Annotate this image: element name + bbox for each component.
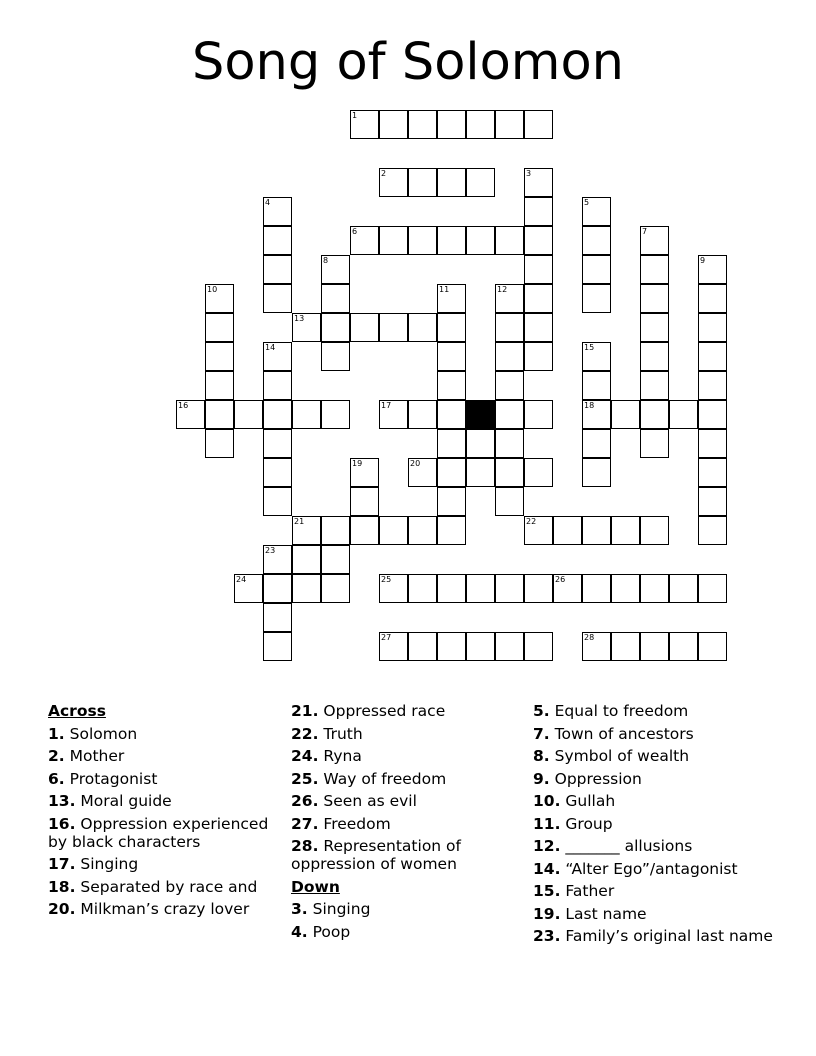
grid-cell[interactable]: [611, 574, 640, 603]
across-clue: [291, 700, 521, 723]
grid-cell[interactable]: [640, 429, 669, 458]
grid-cell[interactable]: [640, 400, 669, 429]
clue-num: 13.: [48, 792, 76, 810]
grid-cell[interactable]: [263, 603, 292, 632]
grid-cell[interactable]: [321, 516, 350, 545]
down-clue: [291, 898, 521, 921]
clue-num: 16.: [48, 814, 76, 833]
grid-cell[interactable]: [437, 226, 466, 255]
grid-cell[interactable]: [582, 226, 611, 255]
grid-cell[interactable]: [437, 429, 466, 458]
grid-cell[interactable]: [408, 313, 437, 342]
grid-cell[interactable]: [698, 400, 727, 429]
page-title: Song of Solomon: [191, 33, 624, 92]
grid-cell[interactable]: [379, 574, 408, 603]
grid-cell[interactable]: [437, 342, 466, 371]
across-clue: [48, 853, 278, 876]
across-heading: Across: [48, 702, 106, 720]
clue-num: 10.: [533, 792, 561, 810]
grid-cell[interactable]: [205, 429, 234, 458]
down-clue: [291, 921, 521, 944]
clue-num: 7.: [533, 724, 550, 743]
grid-cell[interactable]: [698, 632, 727, 661]
grid-cell[interactable]: [640, 574, 669, 603]
grid-cell[interactable]: [408, 168, 437, 197]
grid-cell[interactable]: [263, 226, 292, 255]
grid-cell[interactable]: [263, 255, 292, 284]
grid-cell[interactable]: [495, 371, 524, 400]
clue-num: 21.: [291, 702, 319, 720]
across-clue: [48, 898, 278, 921]
clue-text: Father: [565, 882, 615, 900]
grid-cell[interactable]: [611, 400, 640, 429]
clue-text: Oppression: [554, 769, 642, 788]
grid-cell[interactable]: [263, 284, 292, 313]
clue-num: 6.: [48, 769, 65, 788]
grid-cell[interactable]: [582, 197, 611, 226]
grid-cell[interactable]: [698, 342, 727, 371]
clue-text: Seen as evil: [323, 792, 417, 810]
grid-cell[interactable]: [321, 400, 350, 429]
grid-cell[interactable]: [698, 284, 727, 313]
grid-cell[interactable]: [640, 255, 669, 284]
clue-number: 11: [439, 285, 450, 294]
clue-text: Poop: [312, 922, 351, 941]
grid-cell[interactable]: [495, 632, 524, 661]
grid-cell[interactable]: [524, 632, 553, 661]
clue-number: 18: [584, 401, 595, 410]
grid-cell[interactable]: [234, 574, 263, 603]
grid-cell[interactable]: [698, 516, 727, 545]
grid-cell[interactable]: [466, 458, 495, 487]
grid-cell[interactable]: [263, 400, 292, 429]
clue-num: 3.: [291, 900, 308, 918]
grid-cell[interactable]: [495, 313, 524, 342]
clue-num: 4.: [291, 922, 308, 941]
clue-text: Group: [565, 814, 613, 833]
grid-cell[interactable]: [408, 400, 437, 429]
clue-number: 15: [584, 343, 595, 352]
across-clue: [291, 745, 521, 768]
clue-number: 13: [294, 314, 305, 323]
grid-cell[interactable]: [437, 371, 466, 400]
grid-cell[interactable]: [611, 516, 640, 545]
across-clue: [291, 790, 521, 813]
clue-number: 27: [381, 633, 392, 642]
down-clue: [533, 723, 773, 746]
down-clue: [533, 903, 773, 926]
grid-cell[interactable]: [437, 400, 466, 429]
clue-number: 3: [526, 169, 532, 178]
clue-num: 9.: [533, 769, 550, 788]
clue-text: Family’s original last name: [565, 927, 773, 945]
clue-num: 26.: [291, 792, 319, 810]
across-clue: [291, 813, 521, 836]
grid-cell[interactable]: [437, 110, 466, 139]
clue-number: 22: [526, 517, 537, 526]
grid-cell[interactable]: [321, 545, 350, 574]
grid-cell[interactable]: [263, 342, 292, 371]
grid-cell[interactable]: [379, 400, 408, 429]
clue-text: Protagonist: [69, 769, 158, 788]
clue-number: 8: [323, 256, 329, 265]
clue-text: Last name: [565, 904, 647, 923]
clue-number: 23: [265, 546, 276, 555]
across-clue: [48, 723, 278, 746]
grid-cell[interactable]: [408, 110, 437, 139]
clue-text: “Alter Ego”/antagonist: [565, 859, 738, 878]
down-clue: [533, 745, 773, 768]
grid-cell[interactable]: [437, 458, 466, 487]
clue-text: Milkman’s crazy lover: [80, 900, 250, 918]
grid-cell[interactable]: [582, 574, 611, 603]
grid-cell[interactable]: [437, 168, 466, 197]
grid-cell[interactable]: [553, 574, 582, 603]
grid-cell[interactable]: [350, 487, 379, 516]
grid-cell[interactable]: [437, 313, 466, 342]
clue-text: Oppressed race: [323, 702, 446, 720]
grid-cell[interactable]: [698, 574, 727, 603]
grid-cell[interactable]: [263, 458, 292, 487]
grid-cell[interactable]: [408, 632, 437, 661]
clue-text: Gullah: [565, 792, 616, 810]
across-clue: [48, 745, 278, 768]
across-clue: [48, 876, 278, 899]
grid-cell[interactable]: [321, 574, 350, 603]
grid-cell[interactable]: [205, 313, 234, 342]
grid-cell[interactable]: [466, 168, 495, 197]
clue-num: 12.: [533, 837, 561, 855]
clue-num: 27.: [291, 814, 319, 833]
grid-cell[interactable]: [408, 458, 437, 487]
grid-cell[interactable]: [524, 342, 553, 371]
grid-cell[interactable]: [698, 458, 727, 487]
grid-cell[interactable]: [640, 342, 669, 371]
clue-number: 6: [352, 227, 358, 236]
clue-num: 8.: [533, 747, 550, 765]
black-square: [466, 400, 495, 429]
grid-cell[interactable]: [379, 516, 408, 545]
grid-cell[interactable]: [466, 226, 495, 255]
clue-text: Town of ancestors: [554, 724, 694, 743]
grid-cell[interactable]: [640, 284, 669, 313]
grid-cell[interactable]: [524, 197, 553, 226]
clue-num: 23.: [533, 927, 561, 945]
clue-number: 2: [381, 169, 387, 178]
grid-cell[interactable]: [437, 516, 466, 545]
grid-cell[interactable]: [582, 400, 611, 429]
down-heading: Down: [291, 877, 340, 896]
clue-number: 1: [352, 111, 358, 120]
clue-num: 2.: [48, 747, 65, 765]
clue-text: Separated by race and: [80, 877, 258, 896]
clue-column-2: [291, 700, 521, 943]
grid-cell[interactable]: [176, 400, 205, 429]
grid-cell[interactable]: [350, 458, 379, 487]
clue-number: 25: [381, 575, 392, 584]
down-clue: [533, 813, 773, 836]
grid-cell[interactable]: [495, 342, 524, 371]
grid-cell[interactable]: [350, 110, 379, 139]
grid-cell[interactable]: [524, 400, 553, 429]
grid-cell[interactable]: [698, 429, 727, 458]
grid-cell[interactable]: [292, 400, 321, 429]
grid-cell[interactable]: [263, 371, 292, 400]
grid-cell[interactable]: [495, 574, 524, 603]
clue-number: 9: [700, 256, 706, 265]
grid-cell[interactable]: [205, 342, 234, 371]
grid-cell[interactable]: [292, 313, 321, 342]
grid-cell[interactable]: [205, 371, 234, 400]
grid-cell[interactable]: [640, 516, 669, 545]
grid-cell[interactable]: [263, 632, 292, 661]
grid-cell[interactable]: [321, 313, 350, 342]
clue-text: Freedom: [323, 814, 391, 833]
grid-cell[interactable]: [524, 284, 553, 313]
clue-text: Equal to freedom: [554, 702, 689, 720]
grid-cell[interactable]: [582, 255, 611, 284]
grid-cell[interactable]: [292, 516, 321, 545]
clue-text: Singing: [312, 900, 371, 918]
grid-cell[interactable]: [640, 632, 669, 661]
clue-num: 18.: [48, 877, 76, 896]
down-clue: [533, 768, 773, 791]
grid-cell[interactable]: [524, 168, 553, 197]
down-clue: [533, 925, 773, 948]
grid-cell[interactable]: [292, 545, 321, 574]
grid-cell[interactable]: [466, 429, 495, 458]
across-clue: [48, 813, 278, 854]
grid-cell[interactable]: [698, 313, 727, 342]
clue-number: 5: [584, 198, 590, 207]
across-clue: [291, 835, 521, 876]
grid-cell[interactable]: [611, 632, 640, 661]
clue-num: 19.: [533, 904, 561, 923]
across-clue: [291, 723, 521, 746]
clue-number: 28: [584, 633, 595, 642]
clue-text: Mother: [69, 747, 125, 765]
across-clue: [48, 790, 278, 813]
clue-num: 28.: [291, 837, 319, 855]
grid-cell[interactable]: [553, 516, 582, 545]
clue-number: 14: [265, 343, 276, 352]
grid-cell[interactable]: [466, 632, 495, 661]
grid-cell[interactable]: [640, 371, 669, 400]
clue-number: 20: [410, 459, 421, 468]
grid-cell[interactable]: [669, 632, 698, 661]
grid-cell[interactable]: [582, 632, 611, 661]
clue-number: 16: [178, 401, 189, 410]
clue-num: 1.: [48, 724, 65, 743]
grid-cell[interactable]: [379, 168, 408, 197]
down-clue: [533, 858, 773, 881]
grid-cell[interactable]: [263, 545, 292, 574]
grid-cell[interactable]: [524, 574, 553, 603]
grid-cell[interactable]: [379, 313, 408, 342]
grid-cell[interactable]: [495, 226, 524, 255]
grid-cell[interactable]: [350, 226, 379, 255]
grid-cell[interactable]: [205, 400, 234, 429]
grid-cell[interactable]: [524, 458, 553, 487]
grid-cell[interactable]: [437, 574, 466, 603]
grid-cell[interactable]: [495, 110, 524, 139]
grid-cell[interactable]: [321, 255, 350, 284]
grid-cell[interactable]: [350, 516, 379, 545]
clue-num: 22.: [291, 724, 319, 743]
grid-cell[interactable]: [495, 429, 524, 458]
grid-cell[interactable]: [263, 574, 292, 603]
down-clues-part-2: [533, 700, 773, 948]
grid-cell[interactable]: [640, 226, 669, 255]
down-clues-part-1: [291, 898, 521, 943]
clue-num: 14.: [533, 859, 561, 878]
grid-cell[interactable]: [495, 458, 524, 487]
down-clue: [533, 880, 773, 903]
grid-cell[interactable]: [524, 313, 553, 342]
clue-number: 21: [294, 517, 305, 526]
grid-cell[interactable]: [234, 400, 263, 429]
clue-text: Ryna: [323, 747, 362, 765]
grid-cell[interactable]: [408, 574, 437, 603]
grid-cell[interactable]: [582, 342, 611, 371]
clue-num: 24.: [291, 747, 319, 765]
grid-cell[interactable]: [582, 458, 611, 487]
grid-cell[interactable]: [466, 110, 495, 139]
grid-cell[interactable]: [582, 371, 611, 400]
clue-column-1: [48, 700, 278, 921]
clue-number: 24: [236, 575, 247, 584]
clue-text: Truth: [323, 724, 363, 743]
grid-cell[interactable]: [698, 371, 727, 400]
grid-cell[interactable]: [582, 284, 611, 313]
grid-cell[interactable]: [437, 284, 466, 313]
grid-cell[interactable]: [669, 574, 698, 603]
clue-num: 15.: [533, 882, 561, 900]
grid-cell[interactable]: [408, 226, 437, 255]
across-clue: [291, 768, 521, 791]
across-clue: [48, 768, 278, 791]
grid-cell[interactable]: [437, 632, 466, 661]
clue-number: 26: [555, 575, 566, 584]
clue-text: Symbol of wealth: [554, 747, 690, 765]
grid-cell[interactable]: [524, 516, 553, 545]
grid-cell[interactable]: [205, 284, 234, 313]
grid-cell[interactable]: [263, 197, 292, 226]
grid-cell[interactable]: [379, 110, 408, 139]
clue-text: Solomon: [69, 724, 138, 743]
clue-text: Way of freedom: [323, 769, 447, 788]
down-clue: [533, 835, 773, 858]
across-clues-part-2: [291, 700, 521, 876]
across-clues-part-1: [48, 723, 278, 921]
grid-cell[interactable]: [640, 313, 669, 342]
clue-number: 7: [642, 227, 648, 236]
grid-cell[interactable]: [582, 516, 611, 545]
grid-cell[interactable]: [466, 574, 495, 603]
grid-cell[interactable]: [321, 284, 350, 313]
clue-number: 12: [497, 285, 508, 294]
clue-num: 25.: [291, 769, 319, 788]
grid-cell[interactable]: [263, 429, 292, 458]
grid-cell[interactable]: [408, 516, 437, 545]
down-clue: [533, 700, 773, 723]
clue-text: Moral guide: [80, 792, 172, 810]
clue-column-3: [533, 700, 773, 948]
clue-text: Oppression experienced by black characters: [48, 814, 269, 851]
grid-cell[interactable]: [582, 429, 611, 458]
grid-cell[interactable]: [698, 255, 727, 284]
clue-number: 17: [381, 401, 392, 410]
down-clue: [533, 790, 773, 813]
clue-number: 4: [265, 198, 271, 207]
grid-cell[interactable]: [669, 400, 698, 429]
grid-cell[interactable]: [524, 110, 553, 139]
grid-cell[interactable]: [437, 487, 466, 516]
clue-text: _______ allusions: [565, 837, 693, 855]
grid-cell[interactable]: [698, 487, 727, 516]
clue-text: Representation of oppression of women: [291, 837, 461, 873]
grid-cell[interactable]: [495, 400, 524, 429]
clue-num: 17.: [48, 855, 76, 873]
grid-cell[interactable]: [321, 342, 350, 371]
grid-cell[interactable]: [292, 574, 321, 603]
grid-cell[interactable]: [379, 632, 408, 661]
clue-number: 10: [207, 285, 218, 294]
grid-cell[interactable]: [495, 284, 524, 313]
grid-cell[interactable]: [524, 255, 553, 284]
clue-num: 11.: [533, 814, 561, 833]
grid-cell[interactable]: [263, 487, 292, 516]
grid-cell[interactable]: [350, 313, 379, 342]
grid-cell[interactable]: [495, 487, 524, 516]
clue-number: 19: [352, 459, 363, 468]
grid-cell[interactable]: [524, 226, 553, 255]
clue-num: 20.: [48, 900, 76, 918]
clue-text: Singing: [80, 855, 139, 873]
clue-num: 5.: [533, 702, 550, 720]
grid-cell[interactable]: [379, 226, 408, 255]
